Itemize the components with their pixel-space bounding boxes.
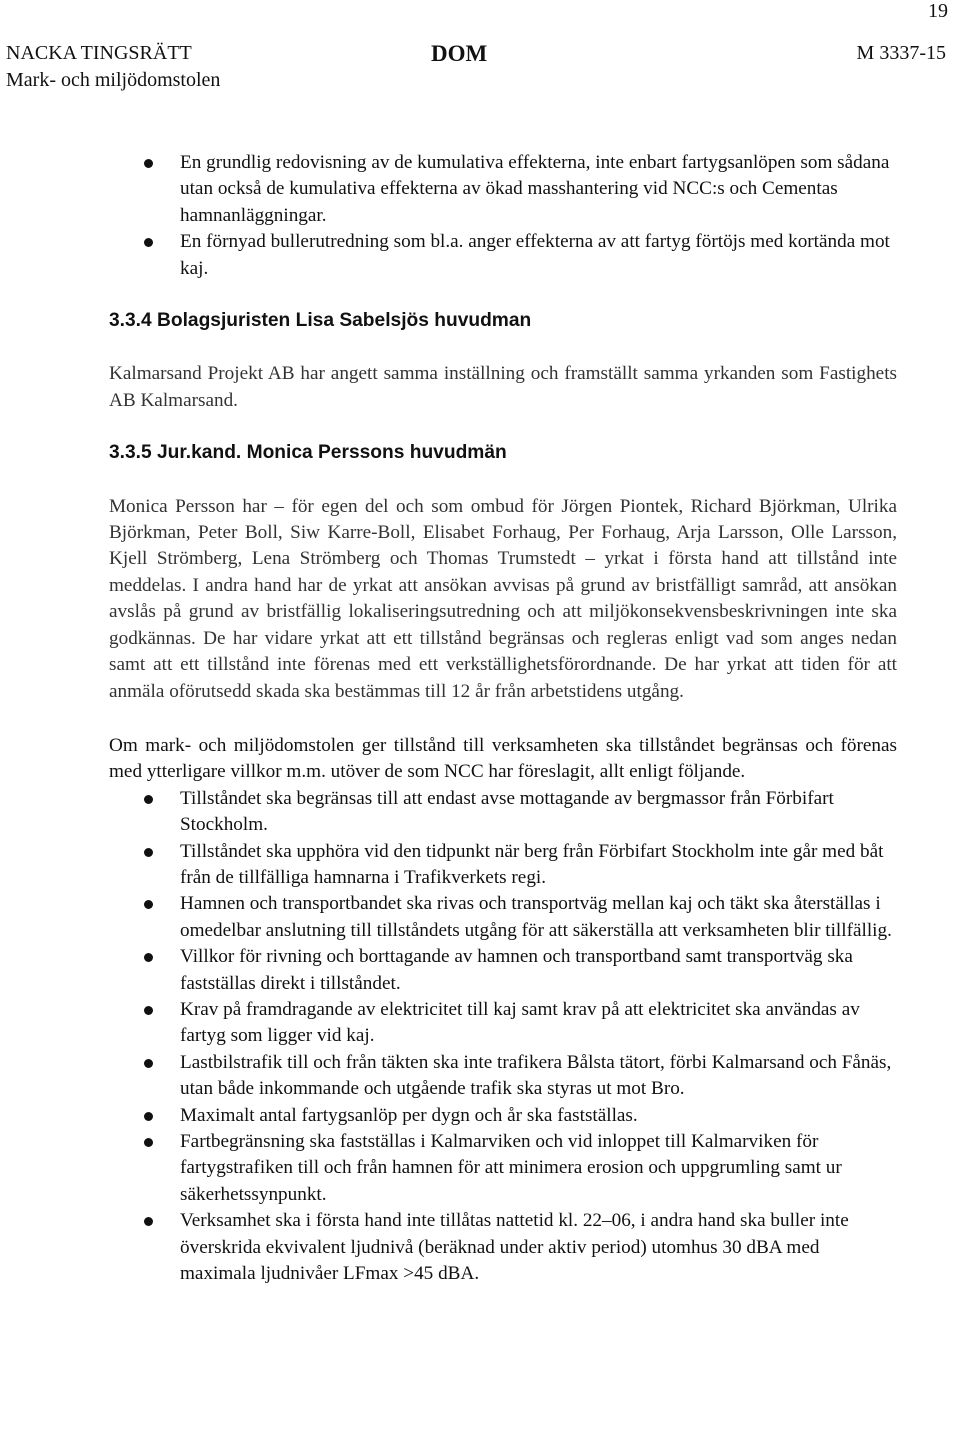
section-heading-334: 3.3.4 Bolagsjuristen Lisa Sabelsjös huvudman [109, 310, 532, 332]
court-name: NACKA TINGSRÄTT [6, 42, 192, 64]
section-heading-335: 3.3.5 Jur.kand. Monica Perssons huvudmän [109, 442, 507, 464]
list-item: Villkor för rivning och borttagande av hamnen och transportband samt transportväg ska fastställas direkt i tillståndet. [109, 944, 897, 997]
list-item: Verksamhet ska i första hand inte tillåtas nattetid kl. 22–06, i andra hand ska buller inte överskrida ekvivalent ljudnivå (beräknad under aktiv period) utomhus 30 dBA med maximala ljudnivåer LFmax >45 dBA. [109, 1208, 897, 1287]
list-item: En förnyad bullerutredning som bl.a. anger effekterna av att fartyg förtöjs med kortända mot kaj. [109, 229, 897, 282]
list-item: Tillståndet ska begränsas till att endast avse mottagande av bergmassor från Förbifart Stockholm. [109, 786, 897, 839]
section-335-text: Monica Persson har – för egen del och som ombud för Jörgen Piontek, Richard Björkman, Ulrika Björkman, Peter Boll, Siw Karre-Boll, Elisabet Forhaug, Per Forhaug, Arja Larsson, Olle Larsson, Kjell Strömberg, Lena Strömberg och Thomas Trumstedt – yrkat i första hand att tillstånd inte meddelas. I andra hand har de yrkat att ansökan avvisas på grund av bristfälligt samråd, att ansökan avslås på grund av bristfällig lokaliseringsutredning och att miljökonsekvensbeskrivningen inte ska godkännas. De har vidare yrkat att ett tillstånd begränsas och regleras enligt vad som anges nedan samt att ett tillstånd inte förenas med ett verkställighetsförordnande. De har yrkat att tiden för att anmäla oförutsedd skada ska bestämmas till 12 år från arbetstidens utgång. [109, 495, 897, 702]
list-item: Fartbegränsning ska fastställas i Kalmarviken och vid inloppet till Kalmarviken för fartygstrafiken till och från hamnen för att minimera erosion och uppgrumling samt ur säkerhetssynpunkt. [109, 1129, 897, 1208]
list-item: Hamnen och transportbandet ska rivas och transportväg mellan kaj och täkt ska återställas i omedelbar anslutning till tillståndets utgång för att säkerställa att verksamheten blir tillfällig. [109, 891, 897, 944]
page-number: 19 [928, 0, 948, 22]
bullet-list-top [109, 150, 897, 282]
list-item: Krav på framdragande av elektricitet till kaj samt krav på att elektricitet ska användas av fartyg som ligger vid kaj. [109, 997, 897, 1050]
document-type: DOM [431, 41, 488, 66]
document-body [109, 150, 897, 1287]
section-334-text: Kalmarsand Projekt AB har angett samma inställning och framställt samma yrkanden som Fastighets AB Kalmarsand. [109, 363, 897, 411]
bullet-list-conditions [109, 786, 897, 1288]
court-division: Mark- och miljödomstolen [6, 69, 221, 91]
section-335-text-2: Om mark- och miljödomstolen ger tillstånd till verksamheten ska tillståndet begränsas och förenas med ytterligare villkor m.m. utöver de som NCC har föreslagit, allt enligt följande. [109, 734, 897, 783]
case-number: M 3337-15 [856, 42, 946, 64]
list-item: Lastbilstrafik till och från täkten ska inte trafikera Bålsta tätort, förbi Kalmarsand och Fånäs, utan både inkommande och utgående trafik ska styras ut mot Bro. [109, 1050, 897, 1103]
list-item: Maximalt antal fartygsanlöp per dygn och år ska fastställas. [109, 1103, 897, 1129]
list-item: Tillståndet ska upphöra vid den tidpunkt när berg från Förbifart Stockholm inte går med båt från de tillfälliga hamnarna i Trafikverkets regi. [109, 839, 897, 892]
list-item: En grundlig redovisning av de kumulativa effekterna, inte enbart fartygsanlöpen som sådana utan också de kumulativa effekterna av ökad masshantering vid NCC:s och Cementas hamnanläggningar. [109, 150, 897, 229]
